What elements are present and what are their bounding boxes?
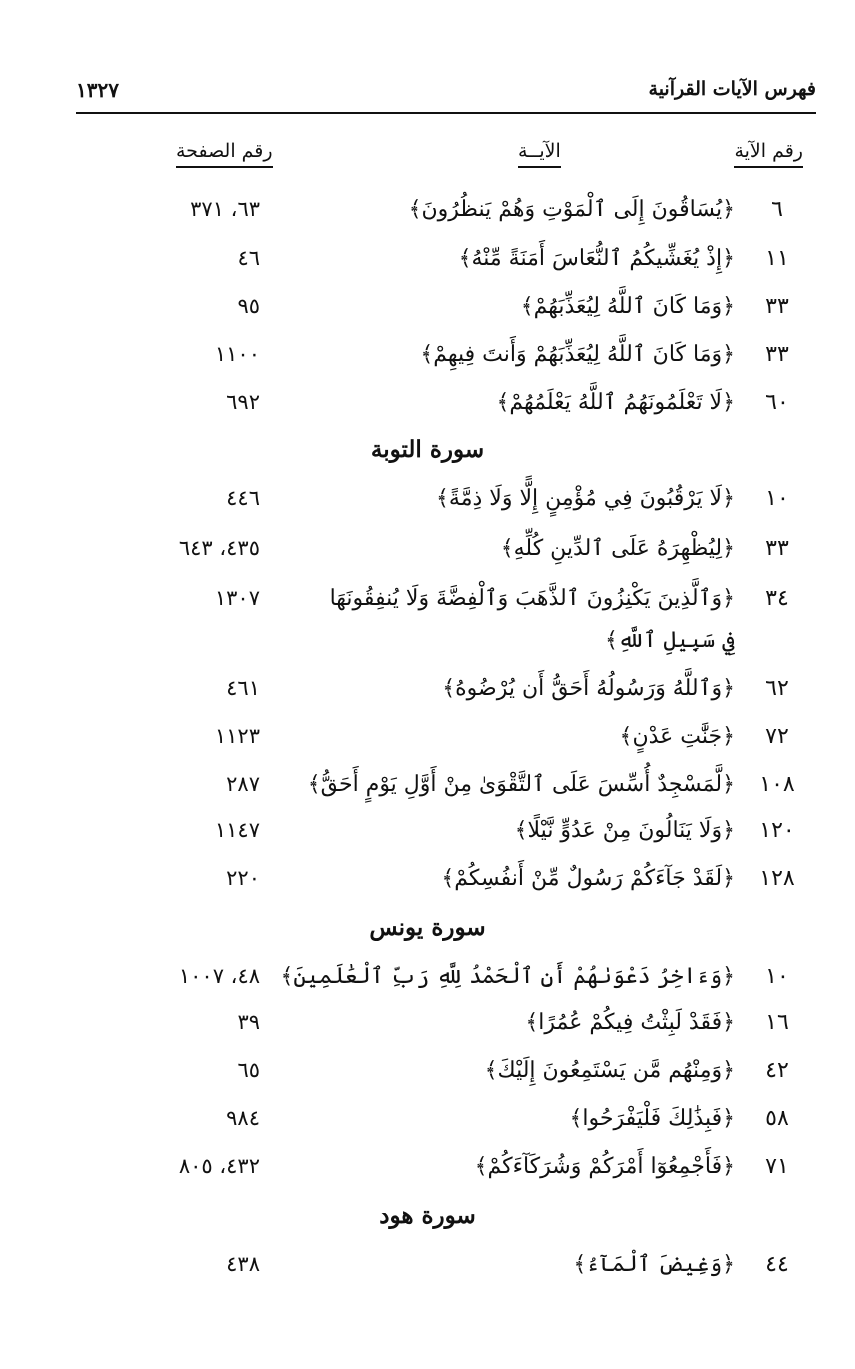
page-reference: ١١٤٧ xyxy=(214,818,260,842)
page-number: ١٣٢٧ xyxy=(76,78,119,102)
index-row xyxy=(0,1010,855,1050)
page-reference: ٦٥ xyxy=(237,1058,260,1082)
page-reference: ١١٠٠ xyxy=(214,342,260,366)
surah-heading: سورة يونس xyxy=(369,914,486,941)
column-header-page-number: رقم الصفحة xyxy=(176,140,273,168)
index-row xyxy=(0,724,855,764)
verse-number: ٣٣ xyxy=(765,536,789,561)
index-row xyxy=(0,1106,855,1146)
index-row xyxy=(0,342,855,382)
verse-number: ١٠ xyxy=(765,964,789,989)
verse-text: ﴿لَقَدْ جَآءَكُمْ رَسُولٌ مِّنْ أَنفُسِكُمْ﴾ xyxy=(441,866,735,891)
surah-heading: سورة التوبة xyxy=(370,436,485,463)
verse-number: ٦٢ xyxy=(765,676,789,701)
verse-text: ﴿لِيُظْهِرَهُ عَلَى ٱلدِّينِ كُلِّهِ﴾ xyxy=(500,536,735,561)
index-row xyxy=(0,246,855,286)
verse-text-continuation: فِي سَبِيلِ ٱللَّهِ﴾ xyxy=(604,628,735,653)
page-reference: ٤٣٥، ٦٤٣ xyxy=(178,536,260,560)
verse-text: ﴿وَٱلَّذِينَ يَكْنِزُونَ ٱلذَّهَبَ وَٱلْفِضَّةَ وَلَا يُنفِقُونَهَا xyxy=(329,586,735,611)
page-reference: ٩٥ xyxy=(237,294,260,318)
verse-text: ﴿لَا يَرْقُبُونَ فِي مُؤْمِنٍ إِلًّا وَلَا ذِمَّةً﴾ xyxy=(436,486,735,511)
verse-number: ٣٣ xyxy=(765,342,789,367)
verse-text: ﴿يُسَاقُونَ إِلَى ٱلْمَوْتِ وَهُمْ يَنظُرُونَ﴾ xyxy=(408,197,735,222)
verse-number: ١٦ xyxy=(765,1010,789,1035)
page-reference: ٦٩٢ xyxy=(226,390,260,414)
verse-text: ﴿جَنَّٰتِ عَدْنٍ﴾ xyxy=(619,724,735,749)
verse-text: ﴿وَلَا يَنَالُونَ مِنْ عَدُوٍّ نَّيْلًا﴾ xyxy=(514,818,735,843)
index-row xyxy=(0,294,855,334)
page-reference: ٢٢٠ xyxy=(226,866,260,890)
verse-number: ٤٢ xyxy=(765,1058,789,1083)
verse-text: ﴿لَا تَعْلَمُونَهُمُ ٱللَّهُ يَعْلَمُهُمْ﴾ xyxy=(496,390,735,415)
index-row xyxy=(0,818,855,858)
index-row xyxy=(0,866,855,906)
verse-text: ﴿وَٱللَّهُ وَرَسُولُهُ أَحَقُّ أَن يُرْضُوهُ﴾ xyxy=(442,676,735,701)
verse-number: ٣٣ xyxy=(765,294,789,319)
page-reference: ٤٣٢، ٨٠٥ xyxy=(178,1154,260,1178)
verse-number: ٧٢ xyxy=(765,724,789,749)
page-reference: ٤٦١ xyxy=(226,676,260,700)
index-row xyxy=(0,1154,855,1194)
page-reference: ٦٣، ٣٧١ xyxy=(190,197,260,221)
page-reference: ١٣٠٧ xyxy=(214,586,260,610)
page-reference: ٣٩ xyxy=(237,1010,260,1034)
page-reference: ٤٣٨ xyxy=(226,1252,260,1276)
verse-number: ١٠ xyxy=(765,486,789,511)
index-row xyxy=(0,536,855,576)
page-reference: ٢٨٧ xyxy=(226,772,260,796)
index-row xyxy=(0,1252,855,1292)
verse-text: ﴿فَأَجْمِعُوٓا أَمْرَكُمْ وَشُرَكَآءَكُمْ﴾ xyxy=(474,1154,735,1179)
column-header-verse: الآيــة xyxy=(518,140,561,168)
page-reference: ٩٨٤ xyxy=(226,1106,260,1130)
verse-text: ﴿وَمِنْهُم مَّن يَسْتَمِعُونَ إِلَيْكَ﴾ xyxy=(484,1058,735,1083)
verse-text: ﴿وَمَا كَانَ ٱللَّهُ لِيُعَذِّبَهُمْ وَأَنتَ فِيهِمْ﴾ xyxy=(420,342,735,367)
verse-text: ﴿لَّمَسْجِدٌ أُسِّسَ عَلَى ٱلتَّقْوَىٰ مِنْ أَوَّلِ يَوْمٍ أَحَقُّ﴾ xyxy=(307,772,735,797)
page-reference: ٤٤٦ xyxy=(226,486,260,510)
index-row xyxy=(0,390,855,430)
verse-number: ٥٨ xyxy=(765,1106,789,1131)
verse-text: ﴿إِذْ يُغَشِّيكُمُ ٱلنُّعَاسَ أَمَنَةً مِّنْهُ﴾ xyxy=(458,246,735,271)
verse-number: ١٠٨ xyxy=(759,772,795,797)
verse-text: ﴿فَقَدْ لَبِثْتُ فِيكُمْ عُمُرًا﴾ xyxy=(525,1010,735,1035)
verse-number: ٦٠ xyxy=(765,390,789,415)
index-row xyxy=(0,1058,855,1098)
index-row xyxy=(0,486,855,526)
verse-text: ﴿وَءَاخِرُ دَعْوَىٰهُمْ أَنِ ٱلْحَمْدُ لِلَّهِ رَبِّ ٱلْعَٰلَمِينَ﴾ xyxy=(280,964,735,989)
verse-number: ٦ xyxy=(771,197,783,222)
verse-number: ٤٤ xyxy=(765,1252,789,1277)
column-header-verse-number: رقم الآية xyxy=(734,140,803,168)
index-row xyxy=(0,197,855,237)
index-row xyxy=(0,586,855,666)
verse-number: ١٢٠ xyxy=(759,818,795,843)
page-reference: ١١٢٣ xyxy=(214,724,260,748)
page-reference: ٤٨، ١٠٠٧ xyxy=(178,964,260,988)
page-header xyxy=(76,74,816,114)
verse-text: ﴿وَغِيضَ ٱلْمَآءُ﴾ xyxy=(573,1252,735,1277)
verse-number: ١١ xyxy=(765,246,789,271)
verse-number: ١٢٨ xyxy=(759,866,795,891)
running-title: فهرس الآيات القرآنية xyxy=(648,78,816,100)
surah-heading: سورة هود xyxy=(379,1202,476,1229)
index-row xyxy=(0,676,855,716)
verse-text: ﴿فَبِذَٰلِكَ فَلْيَفْرَحُوا﴾ xyxy=(569,1106,735,1131)
index-row xyxy=(0,964,855,1004)
verse-number: ٣٤ xyxy=(765,586,789,611)
page-reference: ٤٦ xyxy=(237,246,260,270)
verse-text: ﴿وَمَا كَانَ ٱللَّهُ لِيُعَذِّبَهُمْ﴾ xyxy=(520,294,735,319)
index-row xyxy=(0,772,855,812)
verse-number: ٧١ xyxy=(765,1154,789,1179)
